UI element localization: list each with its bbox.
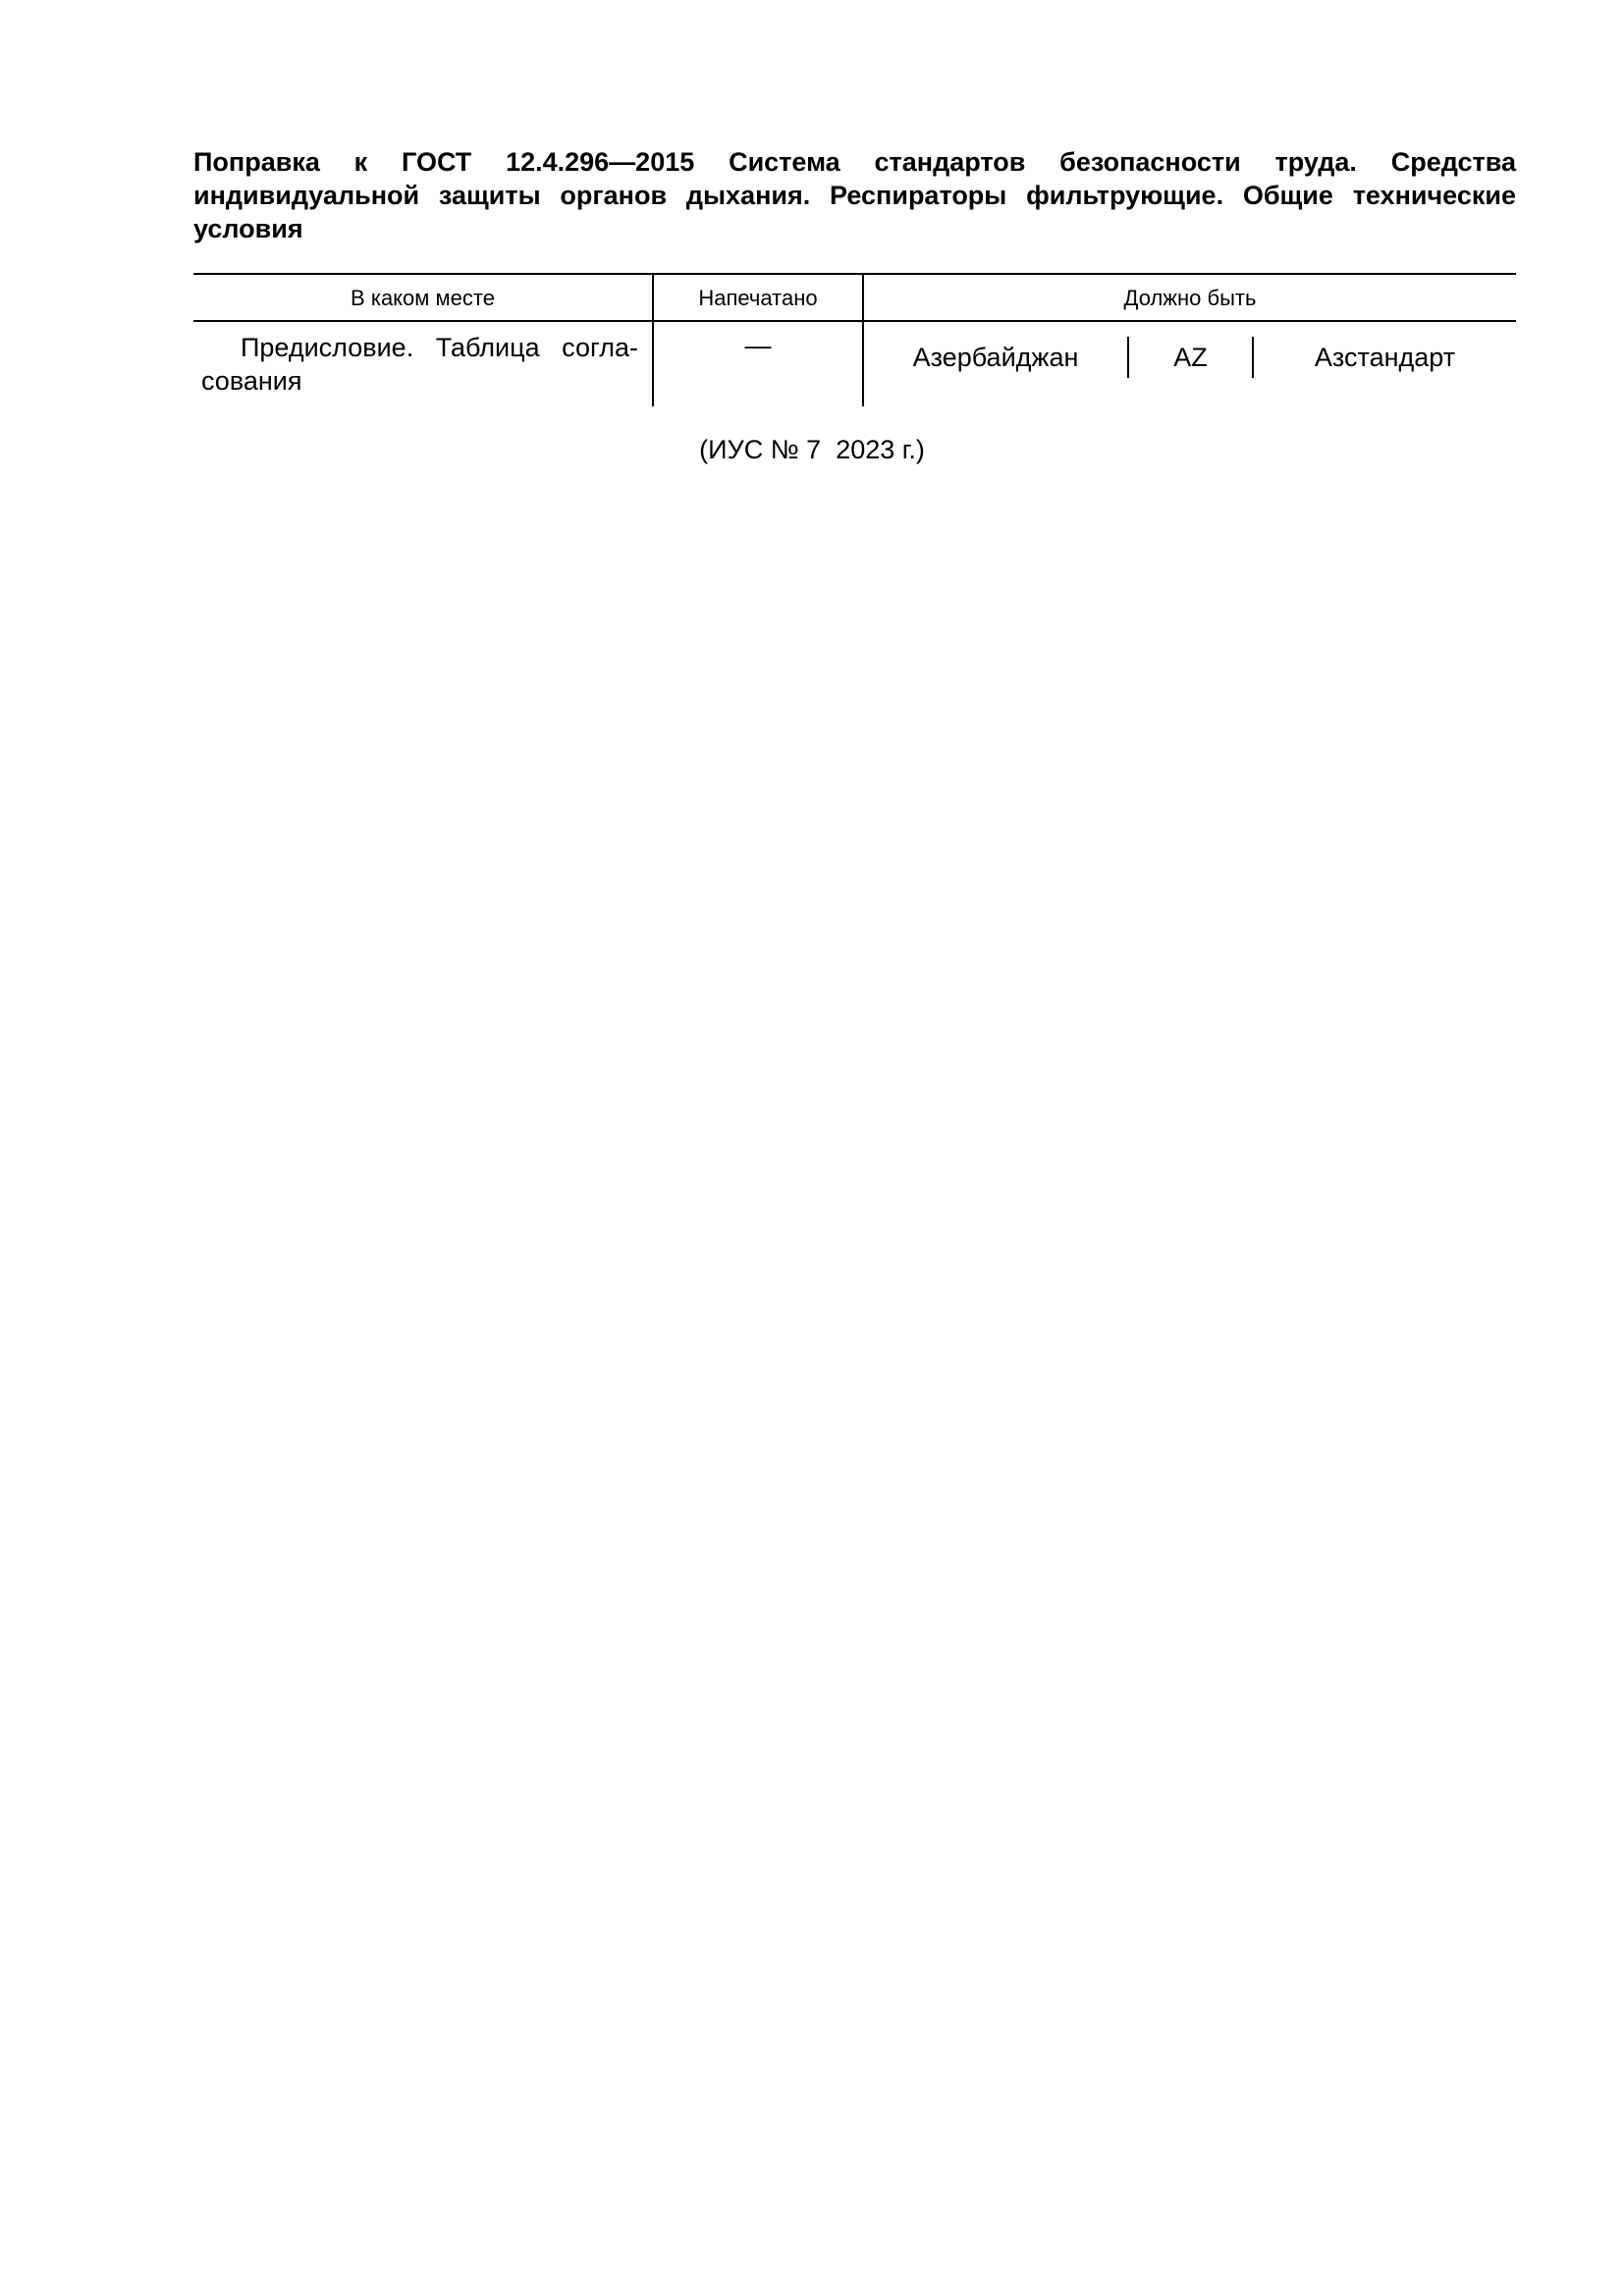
header-should-be: Должно быть — [1123, 286, 1257, 310]
cell-agency: Азстандарт — [1314, 343, 1456, 372]
cell-where — [201, 331, 638, 398]
cell-where-line-2: сования — [201, 366, 302, 396]
cell-where-line-1: Предисловие. Таблица согла- — [241, 333, 638, 362]
header-where: В каком месте — [351, 286, 495, 310]
publication-reference: (ИУС № 7 2023 г.) — [699, 435, 925, 464]
cell-printed: — — [744, 331, 772, 360]
table-header-rule — [193, 320, 1516, 322]
cell-code: AZ — [1173, 343, 1208, 372]
document-title: Поправка к ГОСТ 12.4.296—2015 Система стандартов безопасности труда. Средства индивидуальной защиты органов дыхания. Респираторы фильтрующие. Общие технические условия — [193, 147, 1516, 243]
header-printed: Напечатано — [698, 286, 818, 310]
table-top-rule — [193, 273, 1516, 275]
cell-country: Азербайджан — [912, 343, 1079, 372]
